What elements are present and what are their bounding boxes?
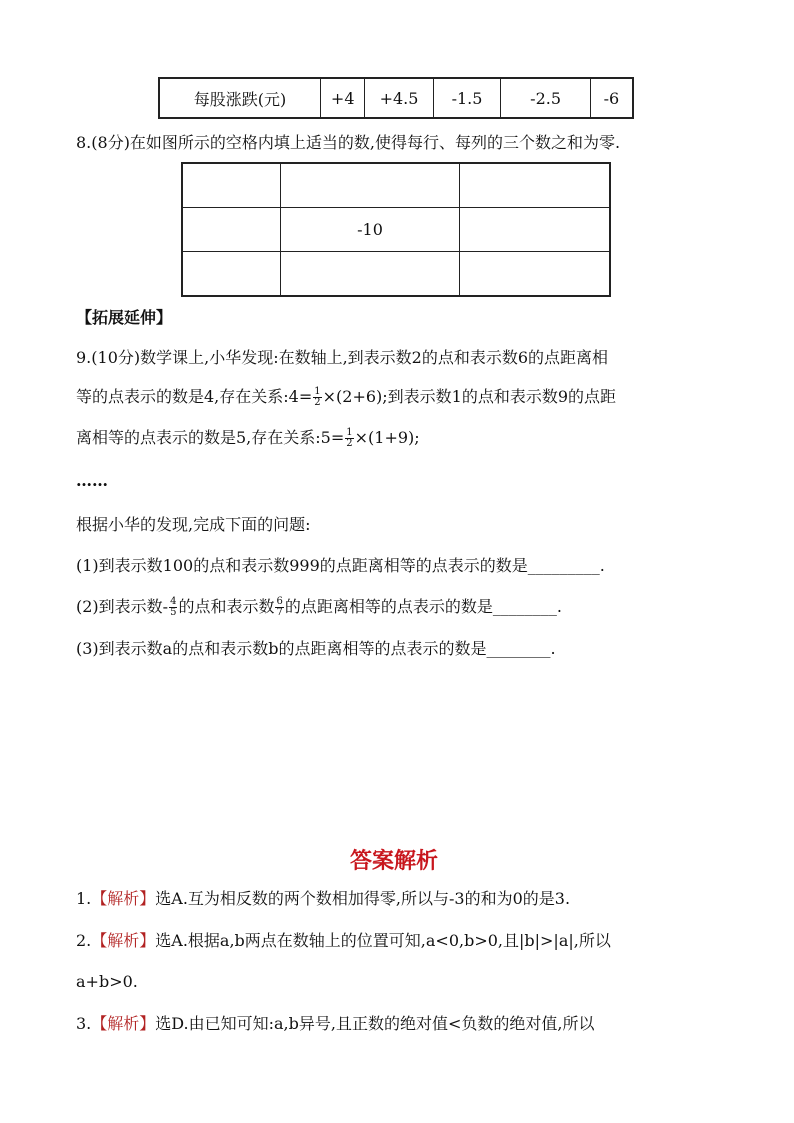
grid-cell xyxy=(460,252,611,297)
question-9-line2 xyxy=(76,387,616,408)
fraction-numerator: 1 xyxy=(314,386,321,397)
fraction xyxy=(313,387,321,408)
table-header-cell: 每股涨跌(元) xyxy=(159,78,321,118)
fraction xyxy=(345,428,353,449)
fraction-denominator: 7 xyxy=(276,607,283,618)
fraction-denominator: 2 xyxy=(346,438,353,449)
text-segment: 等的点表示的数是4,存在关系:4= xyxy=(76,387,313,406)
grid-cell xyxy=(281,163,460,208)
answer-1 xyxy=(76,889,570,909)
text-segment: 离相等的点表示的数是5,存在关系:5= xyxy=(76,428,345,447)
table-cell: -1.5 xyxy=(433,78,501,118)
grid-cell xyxy=(281,252,460,297)
answer-3 xyxy=(76,1014,594,1034)
answer-text: 选A.根据a,b两点在数轴上的位置可知,a<0,b>0,且|b|>|a|,所以 xyxy=(155,931,611,950)
sub-question-3: (3)到表示数a的点和表示数b的点距离相等的点表示的数是________. xyxy=(76,639,556,658)
text-segment: ×(1+9); xyxy=(354,428,420,447)
grid-cell xyxy=(460,163,611,208)
grid-cell xyxy=(182,163,281,208)
fraction xyxy=(275,597,283,618)
text-segment: ×(2+6);到表示数1的点和表示数9的点距 xyxy=(322,387,617,406)
sub-question-2 xyxy=(76,597,562,618)
fraction-denominator: 2 xyxy=(314,397,321,408)
grid-cell xyxy=(460,208,611,252)
answer-number: 2. xyxy=(76,931,92,950)
grid-cell xyxy=(182,208,281,252)
sub-question-1: (1)到表示数100的点和表示数999的点距离相等的点表示的数是_________. xyxy=(76,556,605,575)
grid-cell xyxy=(182,252,281,297)
magic-grid-table xyxy=(181,162,611,297)
answer-text: 选D.由已知可知:a,b异号,且正数的绝对值<负数的绝对值,所以 xyxy=(155,1014,595,1033)
fraction-numerator: 6 xyxy=(276,596,283,607)
answer-number: 1. xyxy=(76,889,92,908)
question-9-prompt: 根据小华的发现,完成下面的问题: xyxy=(76,515,311,534)
answer-2 xyxy=(76,931,611,951)
text-segment: 的点距离相等的点表示的数是________. xyxy=(284,597,562,616)
fraction-numerator: 1 xyxy=(346,427,353,438)
grid-cell: -10 xyxy=(281,208,460,252)
text-segment: (2)到表示数- xyxy=(76,597,169,616)
fraction-numerator: 4 xyxy=(170,596,177,607)
fraction xyxy=(169,597,177,618)
analysis-tag: 【解析】 xyxy=(91,931,156,950)
section-heading: 【拓展延伸】 xyxy=(76,308,173,327)
text-segment: 的点和表示数 xyxy=(178,597,275,616)
stock-change-table xyxy=(158,77,634,119)
answer-number: 3. xyxy=(76,1014,92,1033)
analysis-tag: 【解析】 xyxy=(91,889,156,908)
answer-2-continued: a+b>0. xyxy=(76,972,138,991)
table-cell: -2.5 xyxy=(501,78,590,118)
ellipsis: …… xyxy=(76,471,108,490)
table-cell: -6 xyxy=(590,78,633,118)
analysis-tag: 【解析】 xyxy=(91,1014,156,1033)
question-8-text: 8.(8分)在如图所示的空格内填上适当的数,使得每行、每列的三个数之和为零. xyxy=(76,133,621,152)
fraction-denominator: 5 xyxy=(170,607,177,618)
table-cell: +4 xyxy=(321,78,365,118)
question-9-line3 xyxy=(76,428,420,449)
answers-title: 答案解析 xyxy=(350,848,439,874)
table-cell: +4.5 xyxy=(365,78,433,118)
question-9-line1: 9.(10分)数学课上,小华发现:在数轴上,到表示数2的点和表示数6的点距离相 xyxy=(76,348,609,367)
answer-text: 选A.互为相反数的两个数相加得零,所以与-3的和为0的是3. xyxy=(155,889,571,908)
